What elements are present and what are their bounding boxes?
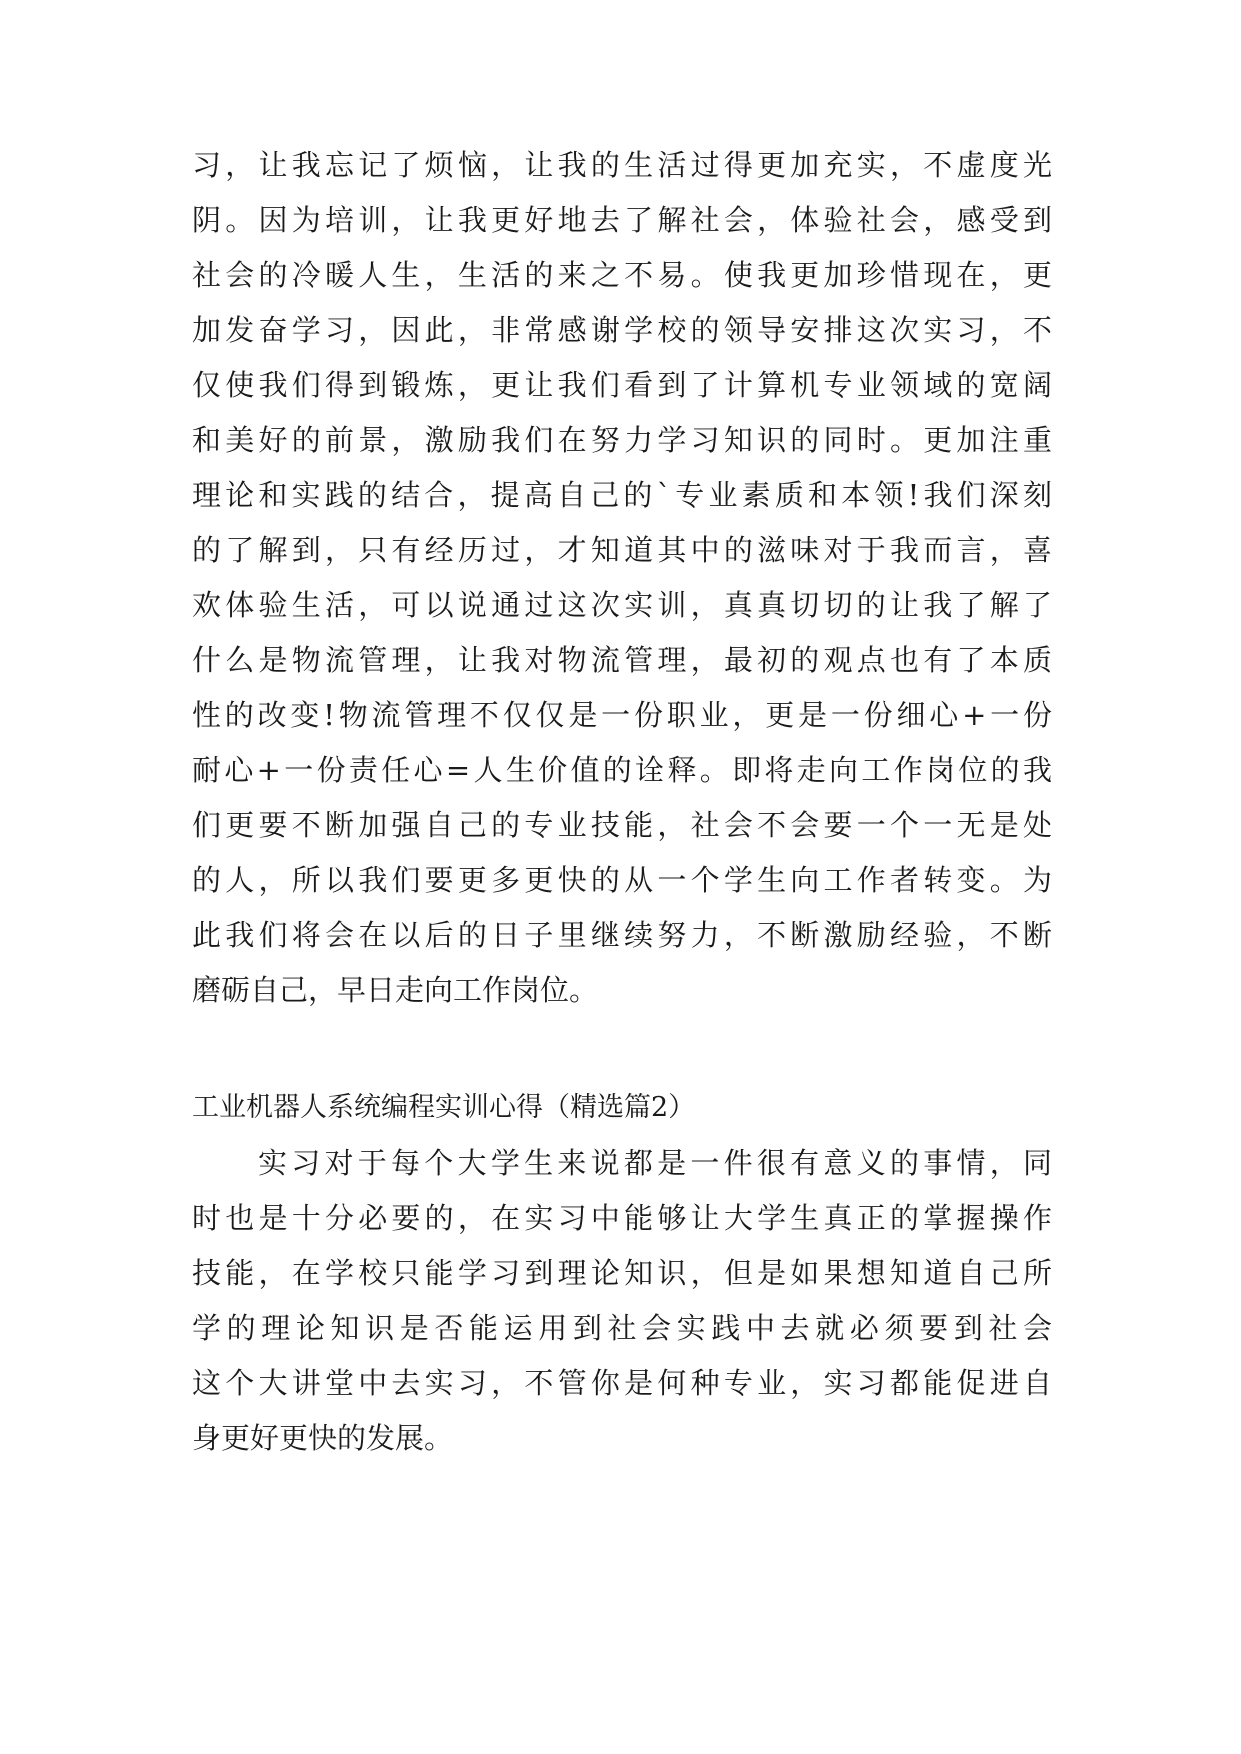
text-line: 们更要不断加强自己的专业技能，社会不会要一个一无是处 — [192, 808, 1052, 842]
text-line: 实习对于每个大学生来说都是一件很有意义的事情，同 — [258, 1146, 1052, 1180]
text-line: 加发奋学习，因此，非常感谢学校的领导安排这次实习，不 — [192, 313, 1052, 347]
text-line: 习，让我忘记了烦恼，让我的生活过得更加充实，不虚度光 — [192, 148, 1052, 182]
text-line: 仅使我们得到锻炼，更让我们看到了计算机专业领域的宽阔 — [192, 368, 1052, 402]
text-line: 的人，所以我们要更多更快的从一个学生向工作者转变。为 — [192, 863, 1052, 897]
text-line: 性的改变!物流管理不仅仅是一份职业，更是一份细心+一份 — [192, 698, 1052, 732]
text-line: 时也是十分必要的，在实习中能够让大学生真正的掌握操作 — [192, 1201, 1052, 1235]
section-heading: 工业机器人系统编程实训心得（精选篇2） — [192, 1092, 696, 1123]
text-line: 这个大讲堂中去实习，不管你是何种专业，实习都能促进自 — [192, 1366, 1052, 1400]
text-line: 理论和实践的结合，提高自己的`专业素质和本领!我们深刻 — [192, 478, 1052, 512]
text-line: 技能，在学校只能学习到理论知识，但是如果想知道自己所 — [192, 1256, 1052, 1290]
text-line: 欢体验生活，可以说通过这次实训，真真切切的让我了解了 — [192, 588, 1052, 622]
text-line: 身更好更快的发展。 — [192, 1421, 454, 1455]
text-line: 什么是物流管理，让我对物流管理，最初的观点也有了本质 — [192, 643, 1052, 677]
text-line: 社会的冷暖人生，生活的来之不易。使我更加珍惜现在，更 — [192, 258, 1052, 292]
text-line: 学的理论知识是否能运用到社会实践中去就必须要到社会 — [192, 1311, 1052, 1345]
text-line: 此我们将会在以后的日子里继续努力，不断激励经验，不断 — [192, 918, 1052, 952]
text-line: 的了解到，只有经历过，才知道其中的滋味对于我而言，喜 — [192, 533, 1052, 567]
text-line: 和美好的前景，激励我们在努力学习知识的同时。更加注重 — [192, 423, 1052, 457]
text-line: 磨砺自己，早日走向工作岗位。 — [192, 973, 599, 1007]
text-line: 阴。因为培训，让我更好地去了解社会，体验社会，感受到 — [192, 203, 1052, 237]
text-line: 耐心+一份责任心=人生价值的诠释。即将走向工作岗位的我 — [192, 753, 1052, 787]
